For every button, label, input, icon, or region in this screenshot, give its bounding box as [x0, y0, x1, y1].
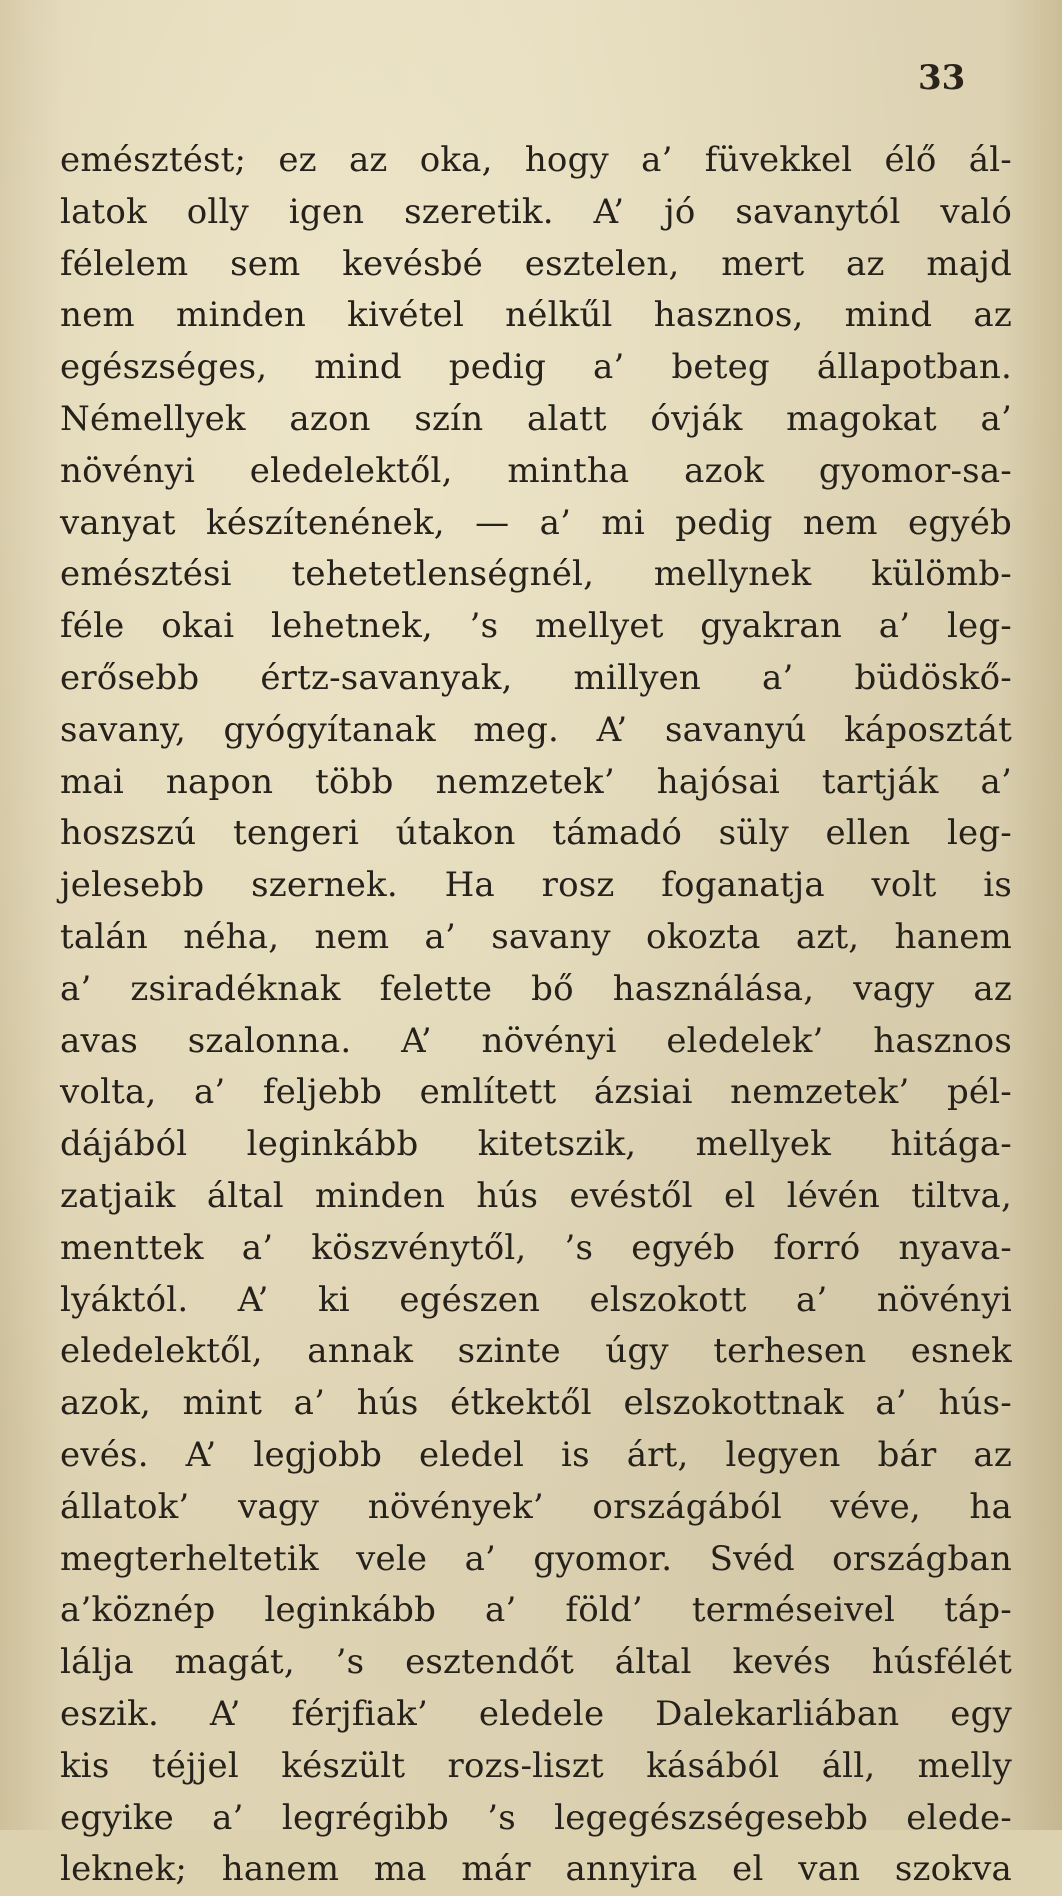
text-line: dájából leginkább kitetszik, mellyek hitága- — [60, 1124, 1012, 1165]
text-line: félelem sem kevésbé esztelen, mert az majd — [60, 243, 1012, 284]
text-line: állatok’ vagy növények’ országából véve, ha — [60, 1486, 1012, 1527]
text-line: eledelektől, annak szinte úgy terhesen esnek — [60, 1331, 1012, 1372]
text-line: vanyat készítenének, — a’ mi pedig nem egyéb — [60, 502, 1012, 543]
text-line: nem minden kivétel nélkűl hasznos, mind az — [60, 295, 1012, 336]
text-line: evés. A’ legjobb eledel is árt, legyen bár az — [60, 1434, 1012, 1475]
text-line: hoszszú tengeri útakon támadó süly ellen leg- — [60, 813, 1012, 854]
text-line: savany, gyógyítanak meg. A’ savanyú káposztát — [60, 709, 1012, 750]
text-line: növényi eledelektől, mintha azok gyomor-sa- — [60, 450, 1012, 491]
text-line: eszik. A’ férjfiak’ eledele Dalekarliában egy — [60, 1693, 1012, 1734]
text-line: egyike a’ legrégibb ’s legegészségesebb elede- — [60, 1797, 1012, 1838]
body-text — [60, 135, 1012, 1896]
text-line: megterheltetik vele a’ gyomor. Svéd országban — [60, 1538, 1012, 1579]
text-line: azok, mint a’ hús étkektől elszokottnak a’ hús- — [60, 1383, 1012, 1424]
text-line: Némellyek azon szín alatt óvják magokat a’ — [60, 398, 1012, 439]
text-line: leknek; hanem ma már annyira el van szokva — [60, 1849, 1012, 1890]
text-line: a’ zsiradéknak felette bő használása, vagy az — [60, 968, 1012, 1009]
text-line: emésztést; ez az oka, hogy a’ füvekkel élő ál- — [60, 140, 1012, 180]
text-line: emésztési tehetetlenségnél, mellynek külömb- — [60, 554, 1012, 595]
text-line: volta, a’ feljebb említett ázsiai nemzetek’ pél- — [60, 1072, 1012, 1113]
text-line: menttek a’ köszvénytől, ’s egyéb forró nyava- — [60, 1227, 1012, 1268]
text-line: mai napon több nemzetek’ hajósai tartják a’ — [60, 761, 1012, 802]
text-line: zatjaik által minden hús evéstől el lévén tiltva, — [60, 1175, 1012, 1216]
text-line: egészséges, mind pedig a’ beteg állapotban. — [60, 347, 1012, 388]
text-line: a’köznép leginkább a’ föld’ terméseivel táp- — [60, 1590, 1012, 1631]
text-line: latok olly igen szeretik. A’ jó savanytól való — [60, 191, 1012, 232]
text-line: kis téjjel készült rozs-liszt kásából áll, melly — [60, 1745, 1012, 1786]
text-line: avas szalonna. A’ növényi eledelek’ hasznos — [60, 1020, 1012, 1061]
text-line: erősebb értz-savanyak, millyen a’ büdöskő- — [60, 657, 1012, 698]
text-line: lálja magát, ’s esztendőt által kevés húsfélét — [60, 1642, 1012, 1683]
text-line: féle okai lehetnek, ’s mellyet gyakran a’ leg- — [60, 606, 1012, 647]
text-line: jelesebb szernek. Ha rosz foganatja volt is — [60, 865, 1012, 906]
text-line: lyáktól. A’ ki egészen elszokott a’ növényi — [60, 1279, 1012, 1320]
text-line: talán néha, nem a’ savany okozta azt, hanem — [60, 916, 1012, 957]
page-number: 33 — [918, 58, 966, 98]
